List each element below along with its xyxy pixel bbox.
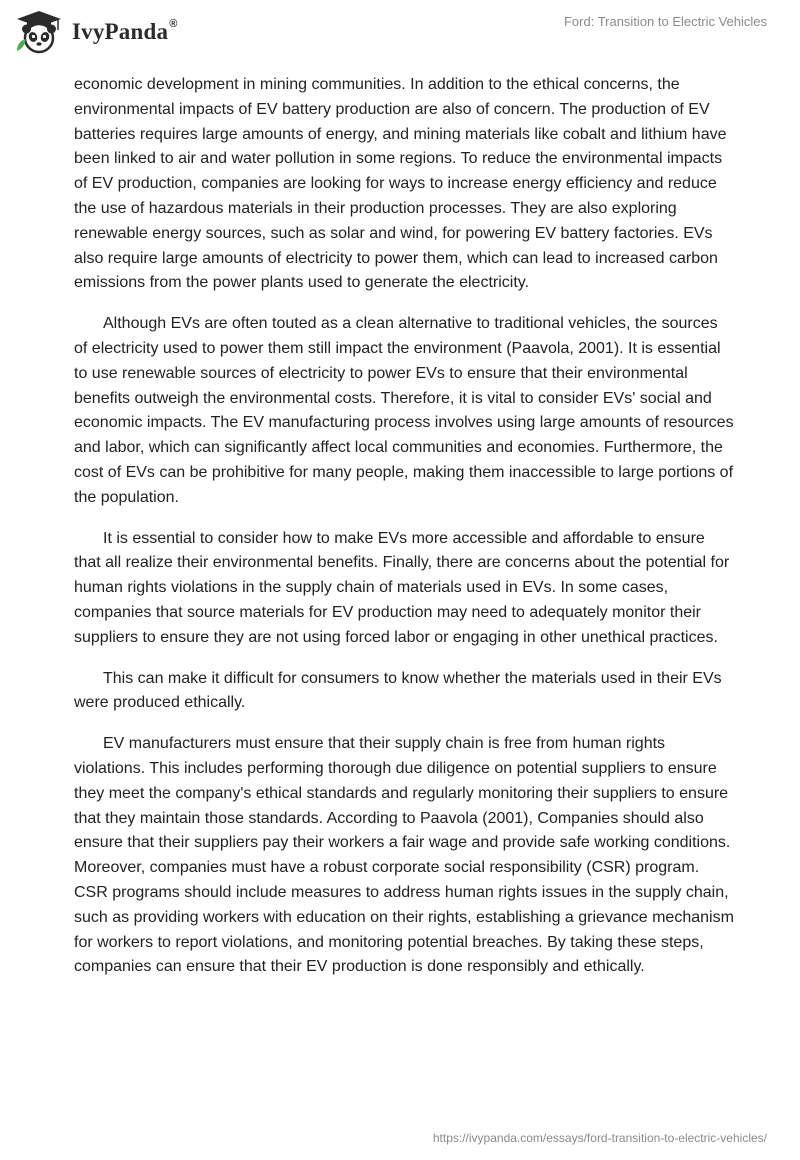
paragraph-4: This can make it difficult for consumers to know whether the materials used in their EVs were produced ethically. bbox=[74, 669, 722, 712]
document-title: Ford: Transition to Electric Vehicles bbox=[563, 14, 767, 29]
registered-mark: ® bbox=[169, 18, 178, 31]
paragraph-3: It is essential to consider how to make EVs more accessible and affordable to ensure that all realize their environmental benefits. Finally, there are concerns about the potential for human rights violations in the supply chain of materials used in EVs. In some cases, companies that source materials for EV production may need to adequately monitor their suppliers to ensure they are not using forced labor or engaging in other unethical practices. bbox=[74, 529, 730, 646]
paragraph-2: Although EVs are often touted as a clean alternative to traditional vehicles, the sources of electricity used to power them still impact the environment (Paavola, 2001). It is essential to use renewable sources of electricity to power EVs to ensure that their environmental benefits outweigh the environmental costs. Therefore, it is vital to consider EVs' social and economic impacts. The EV manufacturing process involves using large amounts of resources and labor, which can significantly affect local communities and economies. Furthermore, the cost of EVs can be prohibitive for many people, making them inaccessible to large portions of the population. bbox=[74, 315, 734, 506]
panda-graduate-icon bbox=[14, 9, 64, 55]
page-header bbox=[0, 0, 800, 70]
essay-body bbox=[74, 73, 734, 996]
source-url[interactable]: https://ivypanda.com/essays/ford-transition-to-electric-vehicles/ bbox=[432, 1131, 767, 1145]
paragraph-5: EV manufacturers must ensure that their supply chain is free from human rights violations. This includes performing thorough due diligence on potential suppliers to ensure they meet the company's ethical standards and regularly monitoring their suppliers to ensure that they maintain those standards. According to Paavola (2001), Companies should also ensure that their suppliers pay their workers a fair wage and provide safe working conditions. Moreover, companies must have a robust corporate social responsibility (CSR) program. CSR programs should include measures to address human rights issues in the supply chain, such as providing workers with education on their rights, establishing a grievance mechanism for workers to report violations, and monitoring potential breaches. By taking these steps, companies can ensure that their EV production is done responsibly and ethically. bbox=[74, 735, 734, 976]
brand-name: IvyPanda® bbox=[72, 18, 178, 44]
paragraph-1: economic development in mining communities. In addition to the ethical concerns, the environmental impacts of EV battery production are also of concern. The production of EV batteries requires large amounts of energy, and mining materials like cobalt and lithium have been linked to air and water pollution in some regions. To reduce the environmental impacts of EV production, companies are looking for ways to increase energy efficiency and reduce the use of hazardous materials in their production processes. They are also exploring renewable energy sources, such as solar and wind, for powering EV battery factories. EVs also require large amounts of electricity to power them, which can lead to increased carbon emissions from the power plants used to generate the electricity. bbox=[74, 76, 727, 292]
ivypanda-logo[interactable] bbox=[14, 9, 178, 55]
